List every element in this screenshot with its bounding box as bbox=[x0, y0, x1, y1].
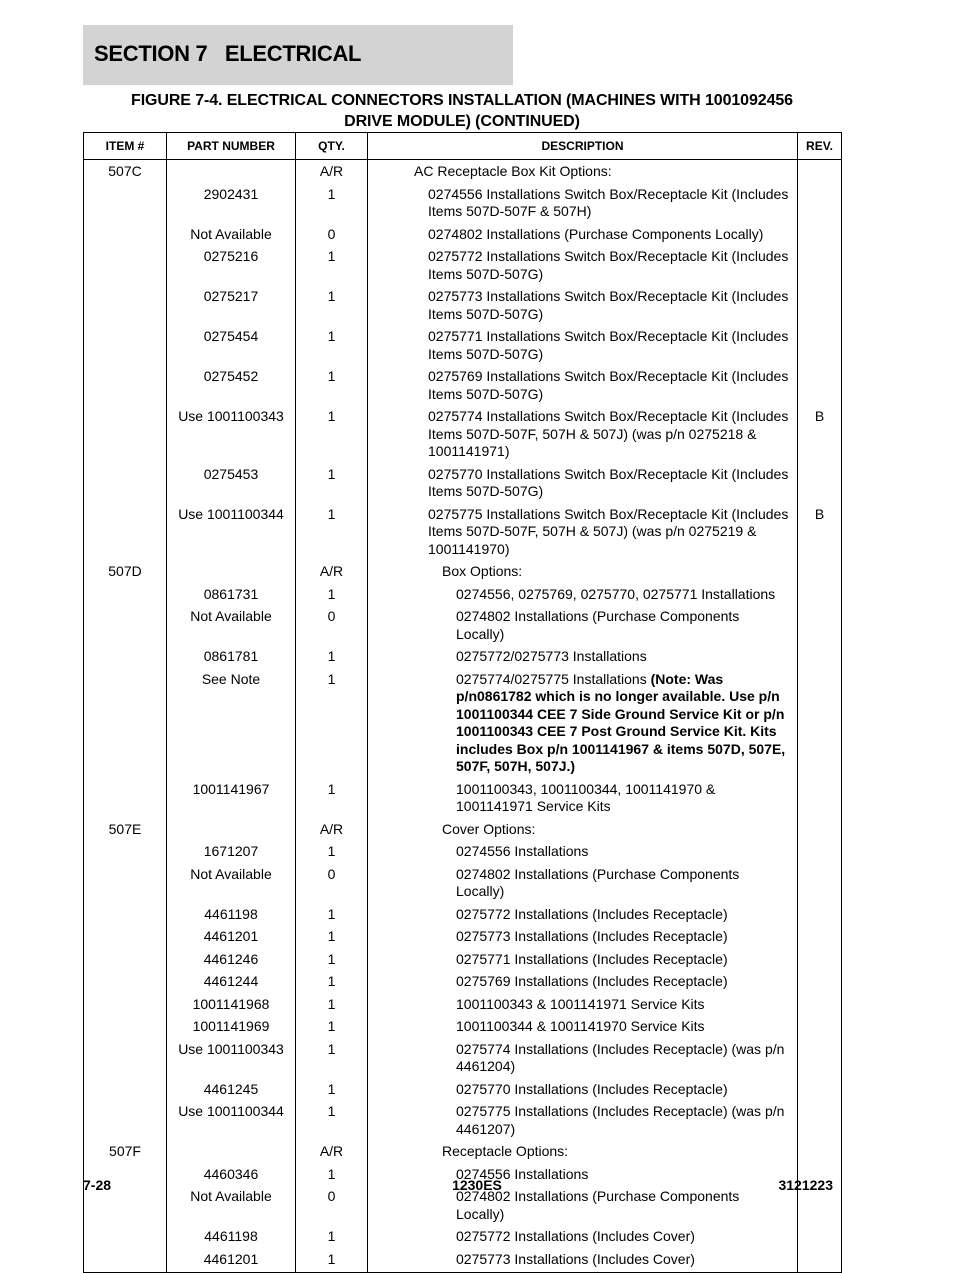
table-row bbox=[84, 904, 842, 927]
item-cell bbox=[84, 1101, 167, 1141]
qty-cell: 1 bbox=[296, 1079, 368, 1102]
table-header-row bbox=[84, 133, 842, 160]
description-cell bbox=[368, 949, 798, 972]
qty-cell: 1 bbox=[296, 326, 368, 366]
rev-cell bbox=[798, 864, 842, 904]
item-cell bbox=[84, 994, 167, 1017]
item-cell bbox=[84, 606, 167, 646]
part-number-cell: 4461244 bbox=[167, 971, 296, 994]
part-number-cell: Use 1001100343 bbox=[167, 1039, 296, 1079]
description-cell bbox=[368, 1079, 798, 1102]
description-text: Cover Options: bbox=[442, 820, 536, 837]
description-cell bbox=[368, 904, 798, 927]
qty-cell: 1 bbox=[296, 1101, 368, 1141]
table-row bbox=[84, 841, 842, 864]
qty-cell: 1 bbox=[296, 971, 368, 994]
table-row bbox=[84, 779, 842, 819]
table-row bbox=[84, 1249, 842, 1273]
parts-table-body bbox=[84, 160, 842, 1273]
description-cell bbox=[368, 606, 798, 646]
description-text: Box Options: bbox=[442, 563, 523, 579]
description-text: 0275771 Installations Switch Box/Receptacle Kit (Includes Items 507D-507G) bbox=[428, 328, 789, 362]
rev-cell bbox=[798, 286, 842, 326]
description-text: 0274802 Installations (Purchase Components Locally) bbox=[456, 1188, 740, 1222]
description-cell bbox=[368, 646, 798, 669]
description-cell bbox=[368, 286, 798, 326]
qty-cell: 1 bbox=[296, 464, 368, 504]
rev-cell bbox=[798, 1101, 842, 1141]
table-row bbox=[84, 406, 842, 464]
part-number-cell bbox=[167, 160, 296, 184]
parts-table bbox=[83, 132, 842, 1273]
qty-cell: 1 bbox=[296, 646, 368, 669]
qty-cell: 0 bbox=[296, 864, 368, 904]
description-text: 0275769 Installations Switch Box/Receptacle Kit (Includes Items 507D-507G) bbox=[428, 368, 789, 402]
item-cell: 507C bbox=[84, 160, 167, 184]
description-text: 0275769 Installations (Includes Receptacle) bbox=[456, 973, 728, 989]
item-cell bbox=[84, 971, 167, 994]
description-cell bbox=[368, 926, 798, 949]
col-header-item: ITEM # bbox=[84, 133, 167, 160]
part-number-cell: 0275452 bbox=[167, 366, 296, 406]
description-text: AC Receptacle Box Kit Options: bbox=[414, 163, 612, 179]
qty-cell: 1 bbox=[296, 406, 368, 464]
item-cell bbox=[84, 366, 167, 406]
part-number-cell: 4461201 bbox=[167, 1249, 296, 1273]
rev-cell bbox=[798, 1249, 842, 1273]
description-cell bbox=[368, 184, 798, 224]
rev-cell bbox=[798, 971, 842, 994]
part-number-cell: 4461198 bbox=[167, 1226, 296, 1249]
part-number-cell: 1001141967 bbox=[167, 779, 296, 819]
description-cell bbox=[368, 366, 798, 406]
part-number-cell: Not Available bbox=[167, 606, 296, 646]
qty-cell: A/R bbox=[296, 561, 368, 584]
description-text: 0274556 Installations bbox=[456, 843, 589, 859]
description-text: 0275772 Installations Switch Box/Receptacle Kit (Includes Items 507D-507G) bbox=[428, 248, 789, 282]
description-cell bbox=[368, 971, 798, 994]
item-cell bbox=[84, 949, 167, 972]
rev-cell bbox=[798, 184, 842, 224]
item-cell bbox=[84, 646, 167, 669]
part-number-cell: 1001141969 bbox=[167, 1016, 296, 1039]
description-text: 0275772 Installations (Includes Cover) bbox=[456, 1228, 695, 1244]
table-row bbox=[84, 819, 842, 842]
table-row bbox=[84, 464, 842, 504]
part-number-cell: 0861781 bbox=[167, 646, 296, 669]
description-cell bbox=[368, 819, 798, 842]
item-cell bbox=[84, 1249, 167, 1273]
description-cell bbox=[368, 841, 798, 864]
qty-cell: 1 bbox=[296, 286, 368, 326]
table-row bbox=[84, 504, 842, 562]
figure-title-line-1: FIGURE 7-4. ELECTRICAL CONNECTORS INSTALLATION (MACHINES WITH 1001092456 bbox=[131, 92, 793, 109]
table-row bbox=[84, 561, 842, 584]
description-text: 0275773 Installations Switch Box/Receptacle Kit (Includes Items 507D-507G) bbox=[428, 288, 789, 322]
section-title: SECTION 7 ELECTRICAL bbox=[94, 41, 362, 66]
table-row bbox=[84, 994, 842, 1017]
description-cell bbox=[368, 246, 798, 286]
rev-cell bbox=[798, 326, 842, 366]
description-text: 0275771 Installations (Includes Receptacle) bbox=[456, 950, 728, 967]
table-row bbox=[84, 224, 842, 247]
item-cell bbox=[84, 926, 167, 949]
part-number-cell: 4461246 bbox=[167, 949, 296, 972]
rev-cell: B bbox=[798, 406, 842, 464]
table-row bbox=[84, 646, 842, 669]
table-row bbox=[84, 864, 842, 904]
description-cell bbox=[368, 994, 798, 1017]
qty-cell: 1 bbox=[296, 1164, 368, 1187]
table-row bbox=[84, 584, 842, 607]
description-text: 0275774/0275775 Installations bbox=[456, 670, 651, 687]
description-cell bbox=[368, 160, 798, 184]
rev-cell bbox=[798, 584, 842, 607]
footer-model: 1230ES bbox=[452, 1177, 502, 1193]
item-cell bbox=[84, 1016, 167, 1039]
table-row bbox=[84, 1016, 842, 1039]
table-row bbox=[84, 286, 842, 326]
part-number-cell: Not Available bbox=[167, 224, 296, 247]
description-note: (Note: Was p/n0861782 which is no longer available. Use p/n 1001100344 CEE 7 Side Ground Service Kit or p/n 1001100343 CEE 7 Post Ground Service Kit. Kits includes Box p/n 1001141967 & items 507D, 507E, 507F, 507H, 507J.) bbox=[456, 670, 786, 774]
item-cell bbox=[84, 584, 167, 607]
col-header-qty: QTY. bbox=[296, 133, 368, 160]
description-text: 1001100343, 1001100344, 1001141970 & 1001141971 Service Kits bbox=[456, 780, 716, 814]
qty-cell: A/R bbox=[296, 819, 368, 842]
part-number-cell bbox=[167, 1141, 296, 1164]
table-row bbox=[84, 1039, 842, 1079]
description-text: 0274802 Installations (Purchase Components Locally) bbox=[456, 865, 740, 899]
description-text: 1001100344 & 1001141970 Service Kits bbox=[456, 1018, 705, 1034]
part-number-cell: 1001141968 bbox=[167, 994, 296, 1017]
rev-cell bbox=[798, 994, 842, 1017]
description-cell bbox=[368, 1039, 798, 1079]
rev-cell bbox=[798, 646, 842, 669]
rev-cell bbox=[798, 819, 842, 842]
qty-cell: 0 bbox=[296, 1186, 368, 1226]
description-text: 0274556 Installations Switch Box/Receptacle Kit (Includes Items 507D-507F & 507H) bbox=[428, 185, 789, 219]
description-cell bbox=[368, 464, 798, 504]
part-number-cell: See Note bbox=[167, 669, 296, 779]
description-text: 0275775 Installations Switch Box/Receptacle Kit (Includes Items 507D-507F, 507H & 507J) (was p/n 0275219 & 1001141970) bbox=[428, 505, 789, 557]
qty-cell: 0 bbox=[296, 224, 368, 247]
description-cell bbox=[368, 406, 798, 464]
part-number-cell: 4461245 bbox=[167, 1079, 296, 1102]
table-row bbox=[84, 1141, 842, 1164]
item-cell bbox=[84, 246, 167, 286]
part-number-cell: 0275453 bbox=[167, 464, 296, 504]
rev-cell bbox=[798, 779, 842, 819]
item-cell bbox=[84, 841, 167, 864]
rev-cell bbox=[798, 1079, 842, 1102]
rev-cell bbox=[798, 949, 842, 972]
table-row bbox=[84, 949, 842, 972]
description-text: 0275775 Installations (Includes Receptacle) (was p/n 4461207) bbox=[456, 1103, 785, 1137]
item-cell bbox=[84, 184, 167, 224]
table-row bbox=[84, 366, 842, 406]
qty-cell: 1 bbox=[296, 926, 368, 949]
table-row bbox=[84, 1226, 842, 1249]
rev-cell bbox=[798, 841, 842, 864]
rev-cell bbox=[798, 1039, 842, 1079]
item-cell bbox=[84, 779, 167, 819]
item-cell bbox=[84, 326, 167, 366]
rev-cell: B bbox=[798, 504, 842, 562]
qty-cell: 1 bbox=[296, 994, 368, 1017]
rev-cell bbox=[798, 606, 842, 646]
description-text: 1001100343 & 1001141971 Service Kits bbox=[456, 995, 705, 1012]
part-number-cell: Use 1001100344 bbox=[167, 1101, 296, 1141]
qty-cell: 1 bbox=[296, 184, 368, 224]
description-cell bbox=[368, 1226, 798, 1249]
description-cell bbox=[368, 864, 798, 904]
description-cell bbox=[368, 561, 798, 584]
rev-cell bbox=[798, 904, 842, 927]
part-number-cell: 0275216 bbox=[167, 246, 296, 286]
item-cell bbox=[84, 864, 167, 904]
part-number-cell: Use 1001100344 bbox=[167, 504, 296, 562]
description-cell bbox=[368, 224, 798, 247]
table-row bbox=[84, 1079, 842, 1102]
table-row bbox=[84, 606, 842, 646]
description-cell bbox=[368, 584, 798, 607]
description-text: 0274802 Installations (Purchase Components Locally) bbox=[428, 225, 764, 242]
part-number-cell: Not Available bbox=[167, 864, 296, 904]
qty-cell: A/R bbox=[296, 160, 368, 184]
table-row bbox=[84, 971, 842, 994]
qty-cell: 1 bbox=[296, 669, 368, 779]
description-text: Receptacle Options: bbox=[442, 1143, 569, 1159]
qty-cell: 1 bbox=[296, 1249, 368, 1273]
item-cell bbox=[84, 669, 167, 779]
item-cell bbox=[84, 904, 167, 927]
qty-cell: 1 bbox=[296, 949, 368, 972]
table-row bbox=[84, 160, 842, 184]
description-text: 0275772/0275773 Installations bbox=[456, 648, 647, 664]
qty-cell: 1 bbox=[296, 779, 368, 819]
col-header-rev: REV. bbox=[798, 133, 842, 160]
rev-cell bbox=[798, 224, 842, 247]
description-text: 0275770 Installations (Includes Receptacle) bbox=[456, 1080, 728, 1097]
rev-cell bbox=[798, 160, 842, 184]
description-text: 0275773 Installations (Includes Cover) bbox=[456, 1250, 695, 1267]
part-number-cell: Use 1001100343 bbox=[167, 406, 296, 464]
table-row bbox=[84, 669, 842, 779]
description-text: 0275773 Installations (Includes Receptacle) bbox=[456, 928, 728, 944]
description-cell bbox=[368, 1249, 798, 1273]
item-cell: 507D bbox=[84, 561, 167, 584]
figure-title bbox=[83, 90, 841, 132]
rev-cell bbox=[798, 464, 842, 504]
part-number-cell: 0275217 bbox=[167, 286, 296, 326]
qty-cell: 1 bbox=[296, 904, 368, 927]
description-cell bbox=[368, 669, 798, 779]
part-number-cell: 4460346 bbox=[167, 1164, 296, 1187]
description-text: 0274556 Installations bbox=[456, 1165, 589, 1182]
item-cell bbox=[84, 1226, 167, 1249]
qty-cell: 1 bbox=[296, 1016, 368, 1039]
item-cell bbox=[84, 1039, 167, 1079]
description-text: 0275774 Installations (Includes Receptacle) (was p/n 4461204) bbox=[456, 1040, 785, 1074]
rev-cell bbox=[798, 926, 842, 949]
footer-doc-number: 3121223 bbox=[778, 1177, 833, 1193]
item-cell bbox=[84, 406, 167, 464]
rev-cell bbox=[798, 669, 842, 779]
part-number-cell: 4461201 bbox=[167, 926, 296, 949]
description-text: 0274556, 0275769, 0275770, 0275771 Installations bbox=[456, 585, 776, 602]
description-cell bbox=[368, 326, 798, 366]
description-cell bbox=[368, 1016, 798, 1039]
description-cell bbox=[368, 504, 798, 562]
part-number-cell: 0275454 bbox=[167, 326, 296, 366]
item-cell bbox=[84, 224, 167, 247]
table-row bbox=[84, 246, 842, 286]
item-cell bbox=[84, 504, 167, 562]
part-number-cell: 1671207 bbox=[167, 841, 296, 864]
item-cell: 507E bbox=[84, 819, 167, 842]
rev-cell bbox=[798, 561, 842, 584]
qty-cell: 1 bbox=[296, 366, 368, 406]
item-cell bbox=[84, 464, 167, 504]
part-number-cell bbox=[167, 561, 296, 584]
part-number-cell: Not Available bbox=[167, 1186, 296, 1226]
qty-cell: 1 bbox=[296, 504, 368, 562]
description-text: 0275774 Installations Switch Box/Receptacle Kit (Includes Items 507D-507F, 507H & 507J) (was p/n 0275218 & 1001141971) bbox=[428, 408, 789, 459]
description-text: 0275772 Installations (Includes Receptacle) bbox=[456, 905, 728, 922]
item-cell: 507F bbox=[84, 1141, 167, 1164]
part-number-cell bbox=[167, 819, 296, 842]
rev-cell bbox=[798, 246, 842, 286]
part-number-cell: 2902431 bbox=[167, 184, 296, 224]
footer-page-number: 7-28 bbox=[83, 1177, 112, 1193]
description-cell bbox=[368, 1101, 798, 1141]
description-text: 0275770 Installations Switch Box/Receptacle Kit (Includes Items 507D-507G) bbox=[428, 465, 789, 499]
qty-cell: 1 bbox=[296, 841, 368, 864]
part-number-cell: 4461198 bbox=[167, 904, 296, 927]
item-cell bbox=[84, 286, 167, 326]
qty-cell: 0 bbox=[296, 606, 368, 646]
table-row bbox=[84, 926, 842, 949]
rev-cell bbox=[798, 1141, 842, 1164]
description-cell bbox=[368, 779, 798, 819]
qty-cell: 1 bbox=[296, 246, 368, 286]
rev-cell bbox=[798, 366, 842, 406]
description-cell bbox=[368, 1141, 798, 1164]
table-row bbox=[84, 184, 842, 224]
col-header-part-number: PART NUMBER bbox=[167, 133, 296, 160]
part-number-cell: 0861731 bbox=[167, 584, 296, 607]
table-row bbox=[84, 326, 842, 366]
qty-cell: 1 bbox=[296, 1226, 368, 1249]
rev-cell bbox=[798, 1016, 842, 1039]
qty-cell: 1 bbox=[296, 1039, 368, 1079]
table-row bbox=[84, 1101, 842, 1141]
qty-cell: A/R bbox=[296, 1141, 368, 1164]
col-header-description: DESCRIPTION bbox=[368, 133, 798, 160]
description-text: 0274802 Installations (Purchase Components Locally) bbox=[456, 608, 740, 642]
figure-title-line-2: DRIVE MODULE) (CONTINUED) bbox=[344, 113, 580, 130]
rev-cell bbox=[798, 1226, 842, 1249]
item-cell bbox=[84, 1079, 167, 1102]
qty-cell: 1 bbox=[296, 584, 368, 607]
